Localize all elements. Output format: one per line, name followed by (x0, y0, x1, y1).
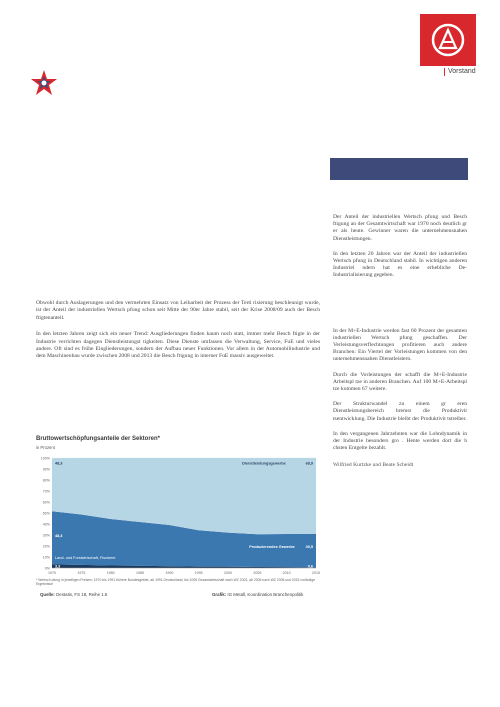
chart-subtitle: in Prozent (36, 445, 55, 450)
source-label: Quelle: (40, 592, 55, 597)
main-body (36, 300, 320, 370)
annotation-label: Produzierendes Gewerbe (249, 545, 295, 550)
graphic-text: IG Metall, Koordination Branchenpolitik (227, 592, 304, 597)
data-label: 68,9 (305, 461, 313, 466)
y-tick-label: 60% (42, 500, 50, 505)
y-tick-label: 30% (42, 533, 50, 538)
data-label: 0,6 (307, 564, 313, 569)
sidebar-paragraph: In den letzten 20 Jahren war der Anteil der industriellen Wertsch pfung in Deutschland stabil. In wichtigen anderen Industriel ndern hat es eine erhebliche De-Industrialisierung gegeben. (333, 250, 467, 279)
x-tick-label: 1990 (165, 571, 174, 575)
sidebar-author: Wilfried Kurtzke und Beate Scheidt (333, 462, 414, 469)
main-paragraph: Obwohl durch Auslagerungen und den vermehrten Einsatz von Leiharbeit der Prozess der Terti risierung beschleunigt wurde, ist der Anteil der industriellen Wertsch pfung schon seit Mitte der 90er Jahre stabil, seit der Krise 2008/09 auch der Besch ftigtenanteil. (36, 300, 320, 321)
chart-title: Bruttowertschöpfungsanteile der Sektoren* (36, 436, 161, 442)
sidebar-paragraph: Der Anteil der industriellen Wertsch pfung und Besch ftigung an der Gesamtwirtschaft war 1970 noch deutlich gr er als heute. Gewinner waren die unternehmensnahen Dienstleistungen. (333, 214, 467, 242)
y-tick-label: 10% (42, 555, 50, 560)
graphic-credit (212, 592, 303, 597)
annotation-label: Dienstleistungsgewerbe (242, 461, 286, 466)
sidebar-summary (333, 214, 467, 478)
y-tick-label: 90% (42, 467, 50, 472)
y-tick-label: 80% (42, 478, 50, 483)
x-tick-label: 2000 (224, 571, 232, 575)
x-tick-label: 1985 (136, 571, 144, 575)
x-tick-label: 1980 (106, 571, 115, 575)
y-tick-label: 100% (40, 456, 50, 461)
x-tick-label: 2015 (312, 571, 320, 575)
chart-svg (34, 436, 322, 578)
x-tick-label: 1970 (48, 571, 56, 575)
ig-metall-logo-icon (420, 14, 476, 66)
ig-metall-logo (420, 14, 476, 66)
y-tick-label: 50% (42, 511, 50, 516)
x-tick-label: 1995 (194, 571, 203, 575)
graphic-label: Grafik: (212, 592, 227, 597)
y-tick-label: 70% (42, 489, 50, 494)
y-tick-label: 40% (42, 522, 50, 527)
sidebar-paragraph: In der M+E-Industrie werden fast 60 Prozent der gesamten industriellen Wertsch pfung geschaffen. Der Verleistungsverflechtungen profitieren auch andere Branchen: Ein Viertel der Vorleistungen kommen von den unternehmensnahen Dienstleistern. (333, 327, 467, 363)
x-tick-label: 1975 (77, 571, 86, 575)
x-tick-label: 2010 (282, 571, 291, 575)
annotation-label: Land- und Forstwirtschaft, Fischerei (55, 556, 116, 561)
data-label: 48,3 (55, 534, 63, 539)
data-label: 30,5 (305, 545, 313, 550)
source-left (40, 592, 107, 597)
data-label: 48,3 (55, 461, 63, 466)
org-label: Vorstand (444, 68, 476, 76)
sidebar-paragraph: Durch die Vorleistungen der schafft die M+E-Industrie Arbeitspl tze in anderen Branchen. Auf 100 M+E-Arbeitspl tze kommen 67 weitere. (333, 371, 467, 393)
sidebar-paragraph: In den vergangenen Jahrzehnten war die Lohndynamik in der Industrie besonders gro . Hente werden dort die h chsten Entgelte bezahlt. (333, 430, 467, 452)
data-label: 3,3 (55, 564, 61, 569)
y-tick-label: 0% (44, 566, 50, 571)
star-emblem-icon (28, 68, 60, 98)
main-paragraph: In den letzten Jahren zeigt sich ein neuer Trend: Ausgliederungen finden kaum noch statt, immer mehr Besch ftigte in der Industrie verrichten dagegen Dienstleistungst tigkeiten. Diese Dienste umfassen die Verwaltung, Service, FuE und vieles andere. Oft sind es frühe Eingliederungen, sondern der Aufbau neuer Funktionen. Vor allem in der Automobilindustrie und dem Maschinenbau wurde zwischen 2008 und 2013 die Besch ftigung in interner FuE massiv ausgeweitet. (36, 331, 320, 360)
x-tick-label: 2005 (253, 571, 262, 575)
star-emblem (28, 68, 60, 98)
y-tick-label: 20% (42, 544, 50, 549)
sidebar-header-bar (330, 158, 468, 180)
sidebar-paragraph: Der Strukturwandel zu einem gr eren Dienstleistungsbereich bremst die Produktivit tsentwicklung. Die Industrie bleibt der Produktivit tstreiber. (333, 401, 467, 422)
source-text: Destatis, FS 18, Reihe 1.5 (56, 592, 108, 597)
chart-footnote: * Wertsch pfung in jeweiligen Preisen; 1970 bis 1991 frühere Bundesgebiet, ab 1991 Deutschland; bis 2005 Gesamtwirtschaft nach WZ 2003, ab 2005 nach WZ 2008 und 2015 vorläufige Ergebnisse (36, 578, 316, 587)
